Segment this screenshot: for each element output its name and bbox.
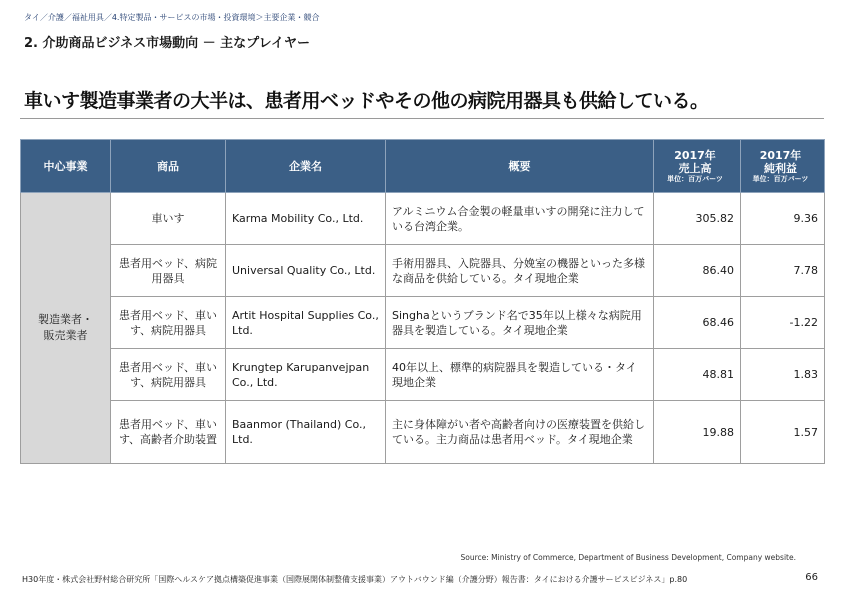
company-cell: Artit Hospital Supplies Co., Ltd. bbox=[226, 297, 386, 349]
headline-divider bbox=[20, 118, 824, 119]
profit-cell: 7.78 bbox=[741, 245, 825, 297]
company-cell: Krungtep Karupanvejpan Co., Ltd. bbox=[226, 349, 386, 401]
header-sales-label: 売上高 bbox=[678, 161, 712, 175]
company-cell: Baanmor (Thailand) Co., Ltd. bbox=[226, 401, 386, 464]
overview-cell: Singhaというブランド名で35年以上様々な病院用器具を製造している。タイ現地企業 bbox=[386, 297, 654, 349]
header-profit bbox=[741, 140, 825, 193]
header-sales bbox=[654, 140, 741, 193]
overview-cell: アルミニウム合金製の軽量車いすの開発に注力している台湾企業。 bbox=[386, 193, 654, 245]
section-title: 2. 介助商品ビジネス市場動向 － 主なプレイヤー bbox=[24, 36, 311, 51]
table-row bbox=[21, 349, 825, 401]
overview-cell: 40年以上、標準的病院器具を製造している・タイ現地企業 bbox=[386, 349, 654, 401]
header-core-business: 中心事業 bbox=[21, 140, 111, 193]
product-cell: 患者用ベッド、車いす、病院用器具 bbox=[111, 349, 226, 401]
overview-cell: 手術用器具、入院器具、分娩室の機器といった多様な商品を供給している。タイ現地企業 bbox=[386, 245, 654, 297]
header-overview: 概要 bbox=[386, 140, 654, 193]
header-sales-unit: 単位：百万バーツ bbox=[667, 174, 723, 183]
table-row bbox=[21, 193, 825, 245]
page-headline: 車いす製造事業者の大半は、患者用ベッドやその他の病院用器具も供給している。 bbox=[24, 90, 709, 112]
company-cell: Karma Mobility Co., Ltd. bbox=[226, 193, 386, 245]
product-cell: 車いす bbox=[111, 193, 226, 245]
table-row bbox=[21, 401, 825, 464]
sales-cell: 68.46 bbox=[654, 297, 741, 349]
sales-cell: 86.40 bbox=[654, 245, 741, 297]
product-cell: 患者用ベッド、車いす、病院用器具 bbox=[111, 297, 226, 349]
header-profit-year: 2017年 bbox=[759, 148, 802, 162]
breadcrumb: タイ／介護／福祉用具／4.特定製品・サービスの市場・投資環境＞主要企業・競合 bbox=[24, 13, 320, 22]
header-profit-unit: 単位：百万バーツ bbox=[752, 174, 809, 183]
sales-cell: 48.81 bbox=[654, 349, 741, 401]
header-profit-label: 純利益 bbox=[764, 161, 797, 175]
profit-cell: 1.57 bbox=[741, 401, 825, 464]
core-business-value: 製造業者・販売業者 bbox=[38, 313, 93, 342]
sales-cell: 19.88 bbox=[654, 401, 741, 464]
sales-cell: 305.82 bbox=[654, 193, 741, 245]
players-table bbox=[20, 139, 825, 464]
header-product: 商品 bbox=[111, 140, 226, 193]
table-row bbox=[21, 245, 825, 297]
header-sales-year: 2017年 bbox=[674, 148, 716, 162]
source-note: Source: Ministry of Commerce, Department of Business Development, Company website. bbox=[460, 553, 796, 562]
profit-cell: -1.22 bbox=[741, 297, 825, 349]
profit-cell: 9.36 bbox=[741, 193, 825, 245]
footer-citation: H30年度・株式会社野村総合研究所「国際ヘルスケア拠点構築促進事業（国際展開体制整備支援事業）アウトバウンド編（介護分野）報告書：タイにおける介護サービスビジネス」p.80 bbox=[22, 575, 688, 584]
company-cell: Universal Quality Co., Ltd. bbox=[226, 245, 386, 297]
page-number: 66 bbox=[805, 572, 818, 583]
product-cell: 患者用ベッド、病院用器具 bbox=[111, 245, 226, 297]
header-company: 企業名 bbox=[226, 140, 386, 193]
overview-cell: 主に身体障がい者や高齢者向けの医療装置を供給している。主力商品は患者用ベッド。タイ現地企業 bbox=[386, 401, 654, 464]
product-cell: 患者用ベッド、車いす、高齢者介助装置 bbox=[111, 401, 226, 464]
profit-cell: 1.83 bbox=[741, 349, 825, 401]
table-header-row bbox=[21, 140, 825, 193]
table-row bbox=[21, 297, 825, 349]
core-business-cell bbox=[21, 193, 111, 464]
